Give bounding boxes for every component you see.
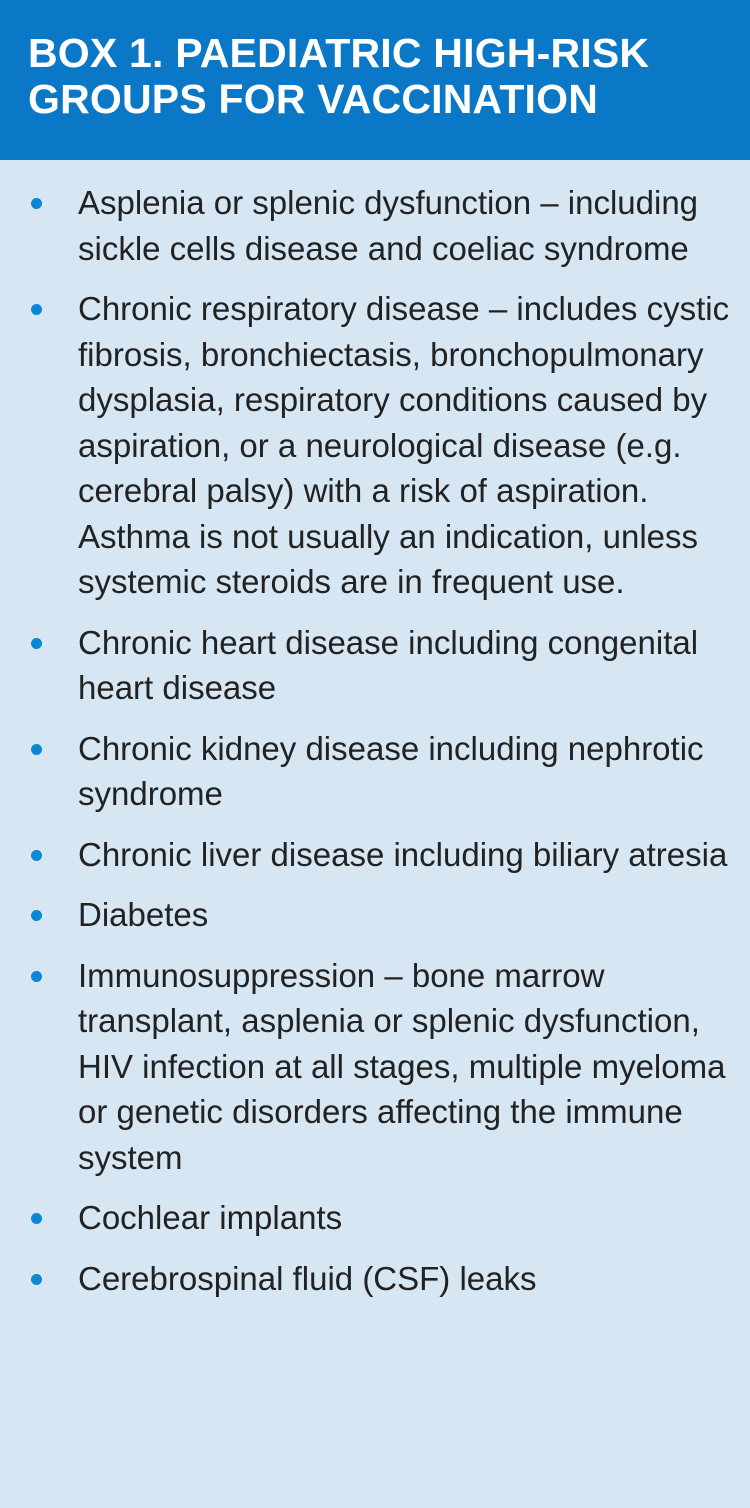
list-item	[0, 620, 732, 711]
list-item-text: Cochlear implants	[78, 1199, 343, 1236]
list-item	[0, 953, 732, 1181]
list-item-text: Immunosuppression – bone marrow transplant, asplenia or splenic dysfunction, HIV infection at all stages, multiple myeloma or genetic disorders affecting the immune system	[78, 956, 726, 1176]
bullet-icon	[31, 971, 42, 982]
list-item-text: Cerebrospinal fluid (CSF) leaks	[78, 1259, 537, 1297]
list-item-text: Chronic respiratory disease – includes cystic fibrosis, bronchiectasis, bronchopulmonary dysplasia, respiratory conditions caused by aspiration, or a neurological disease (e.g. cerebral palsy) with a risk of aspiration. Asthma is not usually an indication, unless systemic steroids are in frequent use.	[78, 290, 730, 600]
bullet-icon	[31, 910, 42, 921]
bullet-icon	[31, 638, 42, 649]
bullet-icon	[31, 1274, 42, 1285]
list-item	[0, 1256, 732, 1302]
list-item-text: Chronic kidney disease including nephrotic syndrome	[78, 729, 704, 812]
list-item	[0, 180, 732, 271]
bullet-icon	[31, 744, 42, 755]
list-item-text: Asplenia or splenic dysfunction – including sickle cells disease and coeliac syndrome	[78, 184, 699, 267]
box-header	[0, 0, 750, 160]
bullet-icon	[31, 1213, 42, 1224]
bullet-icon	[31, 850, 42, 861]
list-item	[0, 726, 732, 817]
list-item-text: Chronic liver disease including biliary atresia	[78, 835, 728, 873]
list-item-text: Diabetes	[78, 896, 209, 933]
list-item-text: Chronic heart disease including congenital heart disease	[78, 623, 699, 706]
box-title: BOX 1. PAEDIATRIC HIGH-RISK GROUPS FOR VACCINATION	[28, 30, 650, 122]
bullet-icon	[31, 304, 42, 315]
high-risk-groups-list	[0, 160, 750, 1301]
list-item	[0, 1195, 732, 1241]
list-item	[0, 832, 732, 878]
list-item	[0, 892, 732, 938]
list-item	[0, 286, 732, 605]
bullet-icon	[31, 198, 42, 209]
